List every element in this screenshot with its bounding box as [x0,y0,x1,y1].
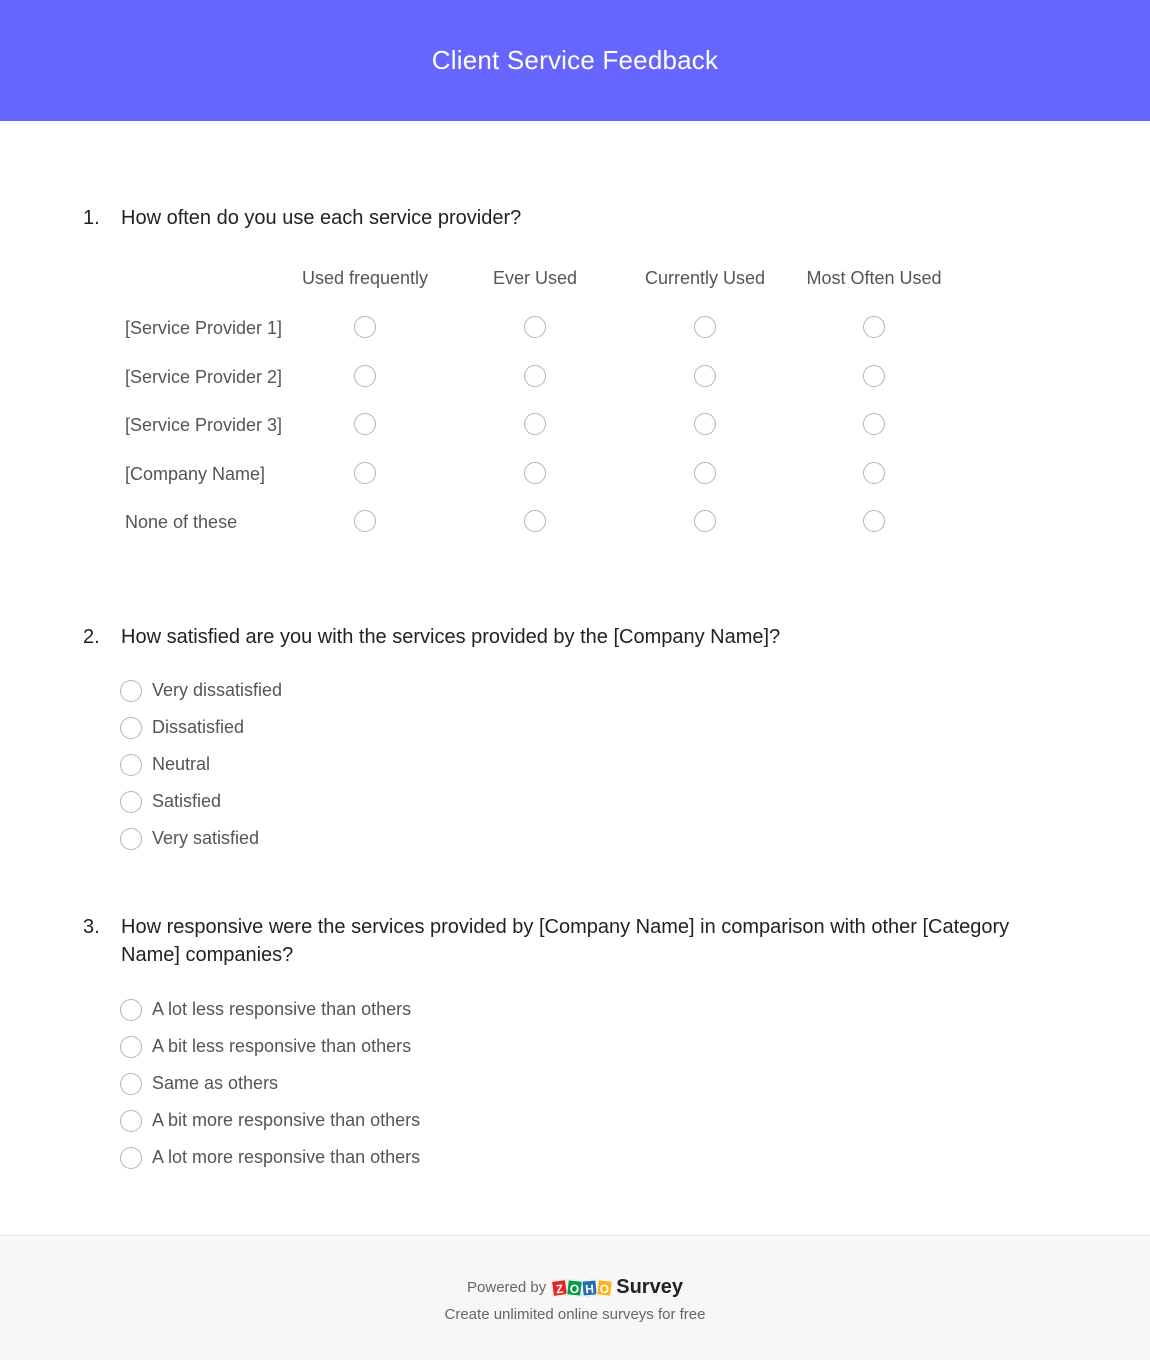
question-2-radio-2[interactable] [120,717,142,739]
question-2-option[interactable] [120,820,282,857]
zoho-logo-letter-o-2: O [596,1279,613,1297]
matrix-row-label: [Company Name] [125,464,266,484]
question-3-heading [83,913,1030,969]
matrix-radio-row4-col1[interactable] [354,462,376,484]
matrix-radio-row5-col3[interactable] [694,510,716,532]
question-3-option-label: A lot less responsive than others [152,999,412,1019]
matrix-radio-row2-col4[interactable] [863,365,885,387]
matrix-radio-row1-col4[interactable] [863,316,885,338]
matrix-row-label: None of these [125,512,238,532]
matrix-cell [354,510,376,537]
question-3-option-label: A lot more responsive than others [152,1147,421,1167]
question-3-number: 3. [83,916,100,938]
question-3-radio-3[interactable] [120,1073,142,1095]
matrix-cell [694,462,716,489]
question-3-radio-1[interactable] [120,999,142,1021]
matrix-cell [524,365,546,392]
question-2-heading [83,623,1030,651]
matrix-radio-row2-col3[interactable] [694,365,716,387]
matrix-radio-row4-col2[interactable] [524,462,546,484]
question-3-text: How responsive were the services provided by [Company Name] in comparison with other [Category Name] companies? [121,916,1010,966]
question-2-option[interactable] [120,709,282,746]
matrix-cell [354,316,376,343]
matrix-cell [694,316,716,343]
matrix-cell [524,316,546,343]
column-header-most-often-used: Most Often Used [806,268,942,288]
matrix-row-label: [Service Provider 3] [125,415,283,435]
matrix-radio-row1-col3[interactable] [694,316,716,338]
footer [0,1235,1150,1360]
matrix-row [0,316,1150,340]
matrix-cell [524,462,546,489]
question-2-option[interactable] [120,672,282,709]
question-2-option-label: Neutral [152,754,211,774]
matrix-cell [863,510,885,537]
matrix-row [0,413,1150,437]
question-3-option[interactable] [120,991,420,1028]
matrix-cell [354,365,376,392]
matrix-cell [354,413,376,440]
powered-by[interactable] [0,1276,1150,1299]
matrix-radio-row3-col1[interactable] [354,413,376,435]
zoho-logo-letter-z: Z [551,1279,568,1297]
column-header-ever-used: Ever Used [492,268,578,288]
question-2-option-label: Dissatisfied [152,717,245,737]
matrix-row [0,365,1150,389]
matrix-cell [863,365,885,392]
question-1-heading [83,204,1030,232]
question-3-option[interactable] [120,1028,420,1065]
question-2-radio-4[interactable] [120,791,142,813]
matrix-radio-row2-col2[interactable] [524,365,546,387]
question-3-option-label: A bit more responsive than others [152,1110,421,1130]
question-2-option[interactable] [120,783,282,820]
matrix-radio-row1-col2[interactable] [524,316,546,338]
question-2-number: 2. [83,626,100,648]
matrix-radio-row2-col1[interactable] [354,365,376,387]
matrix-radio-row3-col4[interactable] [863,413,885,435]
matrix-radio-row3-col3[interactable] [694,413,716,435]
column-header-currently-used: Currently Used [644,268,766,288]
question-3-option[interactable] [120,1139,420,1176]
matrix-row-label: [Service Provider 2] [125,367,283,387]
matrix-radio-row3-col2[interactable] [524,413,546,435]
zoho-logo-letter-h: H [582,1279,598,1296]
matrix-cell [694,365,716,392]
column-header-used-frequently: Used frequently [301,268,429,288]
matrix-cell [524,510,546,537]
matrix-cell [863,462,885,489]
matrix-radio-row4-col4[interactable] [863,462,885,484]
matrix-row [0,510,1150,534]
question-3-option[interactable] [120,1065,420,1102]
question-2-radio-1[interactable] [120,680,142,702]
matrix-row [0,462,1150,486]
zoho-logo-letter-o: O [566,1279,583,1296]
question-2-options [120,672,282,857]
matrix-cell [694,510,716,537]
matrix-cell [863,413,885,440]
question-3-option-label: Same as others [152,1073,279,1093]
question-2-radio-3[interactable] [120,754,142,776]
question-2-option[interactable] [120,746,282,783]
question-3-options [120,991,420,1176]
question-2-option-label: Very dissatisfied [152,680,283,700]
matrix-row-label: [Service Provider 1] [125,318,283,338]
survey-product-name: Survey [616,1276,683,1298]
question-3-radio-2[interactable] [120,1036,142,1058]
question-2-option-label: Satisfied [152,791,222,811]
powered-by-text: Powered by [467,1279,547,1296]
footer-tagline[interactable]: Create unlimited online surveys for free [444,1306,706,1323]
question-2-option-label: Very satisfied [152,828,260,848]
question-3-radio-4[interactable] [120,1110,142,1132]
matrix-radio-row1-col1[interactable] [354,316,376,338]
matrix-radio-row5-col4[interactable] [863,510,885,532]
matrix-cell [694,413,716,440]
question-3-option[interactable] [120,1102,420,1139]
question-3-option-label: A bit less responsive than others [152,1036,412,1056]
matrix-radio-row4-col3[interactable] [694,462,716,484]
question-1-number: 1. [83,207,100,229]
question-1-text: How often do you use each service provider? [121,207,522,229]
survey-header [0,0,1150,121]
matrix-cell [863,316,885,343]
question-3-radio-5[interactable] [120,1147,142,1169]
matrix-radio-row5-col2[interactable] [524,510,546,532]
zoho-logo [552,1280,612,1296]
question-2-text: How satisfied are you with the services provided by the [Company Name]? [121,626,781,648]
matrix-radio-row5-col1[interactable] [354,510,376,532]
matrix-cell [354,462,376,489]
survey-title: Client Service Feedback [431,45,719,75]
question-2-radio-5[interactable] [120,828,142,850]
matrix-cell [524,413,546,440]
